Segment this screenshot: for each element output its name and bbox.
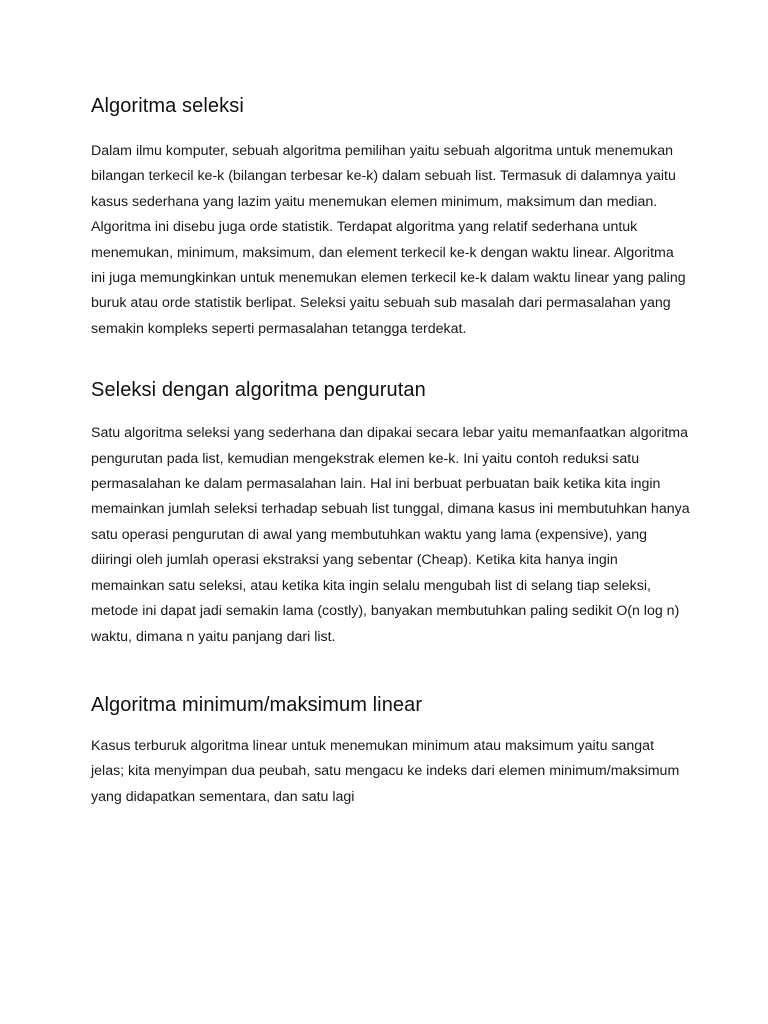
document-page [91, 92, 691, 810]
section-heading: Algoritma seleksi [91, 95, 244, 117]
section-paragraph: Satu algoritma seleksi yang sederhana dan dipakai secara lebar yaitu memanfaatkan algoritma pengurutan pada list, kemudian mengekstrak elemen ke-k. Ini yaitu contoh reduksi satu permasalahan ke dalam permasalahan lain. Hal ini berbuat perbuatan baik ketika kita ingin memainkan jumlah seleksi terhadap sebuah list tunggal, dimana kasus ini membutuhkan hanya satu operasi pengurutan di awal yang membutuhkan waktu yang lama (expensive), yang diiringi oleh jumlah operasi ekstraksi yang sebentar (Cheap). Ketika kita hanya ingin memainkan satu seleksi, atau ketika kita ingin selalu mengubah list di selang tiap seleksi, metode ini dapat jadi semakin lama (costly), banyakan membutuhkan paling sedikit O(n log n) waktu, dimana n yaitu panjang dari list. [91, 425, 690, 645]
section-minimum-maksimum-linear [91, 691, 691, 810]
section-seleksi-pengurutan [91, 376, 691, 650]
section-algoritma-seleksi [91, 92, 691, 342]
section-heading: Seleksi dengan algoritma pengurutan [91, 379, 426, 402]
section-paragraph: Dalam ilmu komputer, sebuah algoritma pemilihan yaitu sebuah algoritma untuk menemukan bilangan terkecil ke-k (bilangan terbesar ke-k) dalam sebuah list. Termasuk di dalamnya yaitu kasus sederhana yang lazim yaitu menemukan elemen minimum, maksimum dan median. Algoritma ini disebu juga orde statistik. Terdapat algoritma yang relatif sederhana untuk menemukan, minimum, maksimum, dan element terkecil ke-k dengan waktu linear. Algoritma ini juga memungkinkan untuk menemukan elemen terkecil ke-k dalam waktu linear yang paling buruk atau orde statistik berlipat. Seleksi yaitu sebuah sub masalah dari permasalahan yang semakin kompleks seperti permasalahan tetangga terdekat. [91, 143, 686, 337]
section-heading: Algoritma minimum/maksimum linear [91, 693, 423, 716]
section-paragraph: Kasus terburuk algoritma linear untuk menemukan minimum atau maksimum yaitu sangat jelas; kita menyimpan dua peubah, satu mengacu ke indeks dari elemen minimum/maksimum yang didapatkan sementara, dan satu lagi [91, 737, 680, 805]
